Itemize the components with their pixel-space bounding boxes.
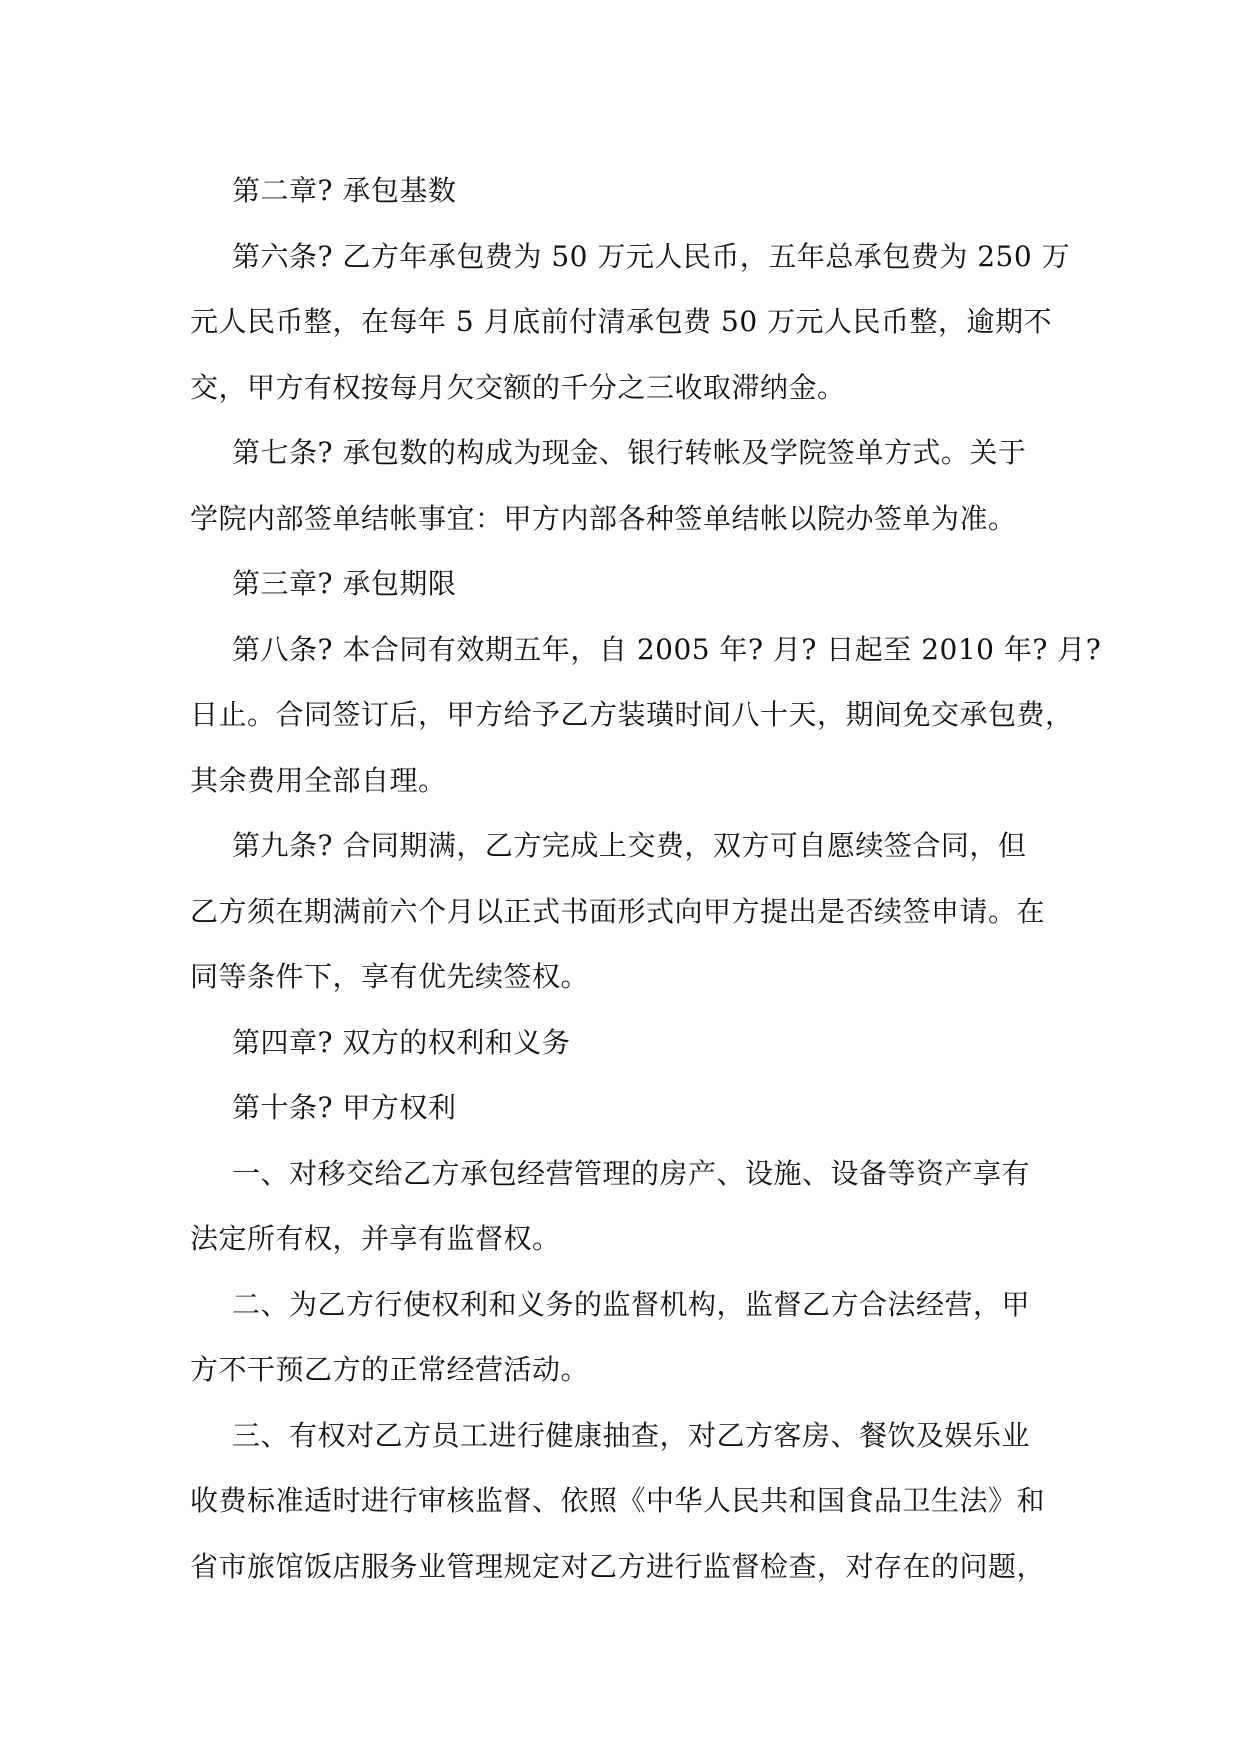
article-10-heading: 第十条? 甲方权利	[232, 1091, 457, 1124]
article-10-item-1-line-2: 法定所有权，并享有监督权。	[190, 1222, 561, 1255]
article-10-item-3-line-1: 三、有权对乙方员工进行健康抽查，对乙方客房、餐饮及娱乐业	[232, 1418, 1031, 1452]
chapter-3-heading: 第三章? 承包期限	[232, 567, 457, 600]
article-7-line-2: 学院内部签单结帐事宜：甲方内部各种签单结帐以院办签单为准。	[190, 501, 1017, 535]
article-10-item-2-line-2: 方不干预乙方的正常经营活动。	[190, 1353, 590, 1386]
document-body	[190, 158, 1102, 1599]
chapter-2-heading: 第二章? 承包基数	[232, 174, 457, 207]
article-8-line-2: 日止。合同签订后，甲方给予乙方装璜时间八十天，期间免交承包费，	[190, 698, 1074, 731]
article-10-item-3-line-3: 省市旅馆饭店服务业管理规定对乙方进行监督检查，对存在的问题，	[190, 1549, 1046, 1583]
article-9-line-2: 乙方须在期满前六个月以正式书面形式向甲方提出是否续签申请。在	[190, 894, 1046, 928]
chapter-4-heading: 第四章? 双方的权利和义务	[232, 1025, 571, 1059]
article-6-line-2: 元人民币整，在每年 5 月底前付清承包费 50 万元人民币整，逾期不	[190, 305, 1053, 338]
article-10-item-2-line-1: 二、为乙方行使权利和义务的监督机构，监督乙方合法经营，甲	[232, 1287, 1031, 1321]
article-8-line-3: 其余费用全部自理。	[190, 763, 447, 797]
article-10-item-1-line-1: 一、对移交给乙方承包经营管理的房产、设施、设备等资产享有	[232, 1156, 1031, 1190]
article-10-item-3-line-2: 收费标准适时进行审核监督、依照《中华人民共和国食品卫生法》和	[190, 1484, 1046, 1517]
article-9-line-3: 同等条件下，享有优先续签权。	[190, 960, 590, 993]
article-7-line-1: 第七条? 承包数的构成为现金、银行转帐及学院签单方式。关于	[232, 436, 1027, 469]
article-6-line-3: 交，甲方有权按每月欠交额的千分之三收取滞纳金。	[190, 370, 846, 404]
article-6-line-1: 第六条? 乙方年承包费为 50 万元人民币，五年总承包费为 250 万	[232, 239, 1071, 273]
article-9-line-1: 第九条? 合同期满，乙方完成上交费，双方可自愿续签合同，但	[232, 829, 1027, 862]
article-8-line-1: 第八条? 本合同有效期五年，自 2005 年? 月? 日起至 2010 年? 月?	[232, 632, 1102, 666]
